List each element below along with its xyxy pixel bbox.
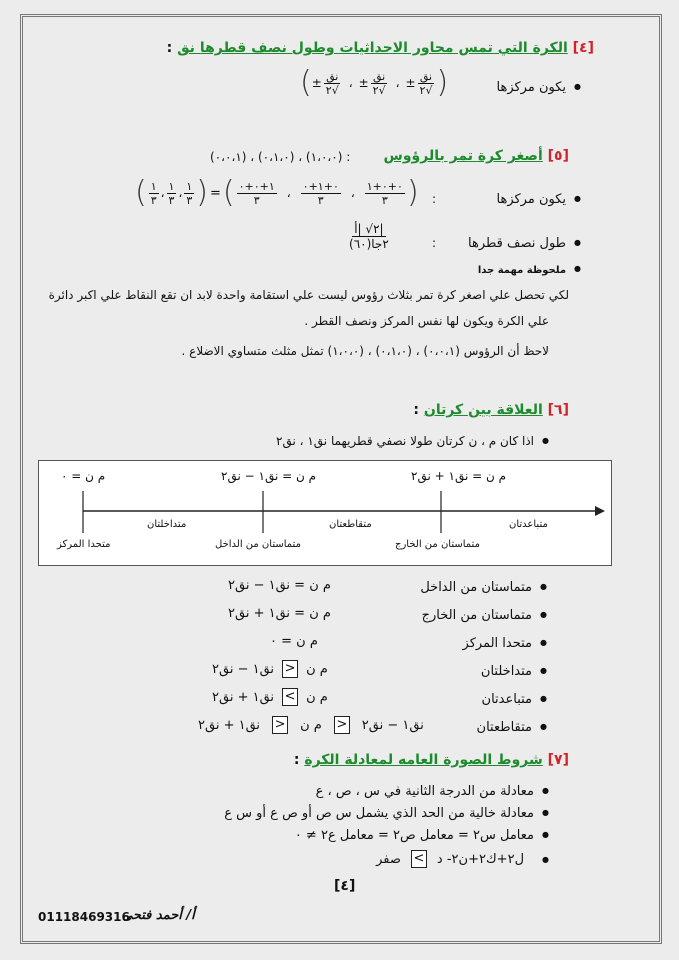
pm-sign: ± <box>358 76 369 90</box>
pm-sign: ± <box>405 76 416 90</box>
separator: ، <box>395 76 400 90</box>
separator: ، <box>348 76 353 90</box>
section-7-condition-3: ● معامل س٢ = معامل ص٢ = معامل ع٢ ≠ ٠ <box>295 828 549 843</box>
section-7-condition-1: ● معادلة من الدرجة الثانية في س ، ص ، ع <box>316 784 549 799</box>
colon: : <box>432 236 437 250</box>
section-5-note-line-1: لكي تحصل علي اصغر كرة تمر بثلاث رؤوس ليست علي استقامة واحدة لابد ان تقع النقاط علي اكبر دائرة <box>48 288 569 302</box>
section-5-title: أصغر كرة تمر بالرؤوس <box>383 148 543 164</box>
section-7-title: شروط الصورة العامه لمعادلة الكرة <box>304 752 543 768</box>
less-than-box: < <box>282 660 298 678</box>
section-4-center-label: ● يكون مركزها <box>497 80 582 95</box>
fraction: $\frac{١}{٣}$ <box>168 179 175 207</box>
fraction: $\frac{\text{نق}}{٢√}$ <box>419 69 433 97</box>
relation-expr: م ن = ٠ <box>270 634 318 649</box>
section-5-heading <box>384 148 569 164</box>
page-number: [٤] <box>334 878 356 894</box>
section-5-radius-fraction: $\frac{\text{٢√ |أ|}}{\text{٢جا(٦٠)}}$ <box>349 222 389 251</box>
section-6-title: العلاقة بين كرتان <box>423 402 543 418</box>
fraction: $\frac{٠+٠+١}{٣}$ <box>366 179 403 207</box>
section-5-note-line-2: علي الكرة ويكون لها نفس المركز ونصف القطر . <box>304 314 549 328</box>
relation-name: ● متماستان من الداخل <box>420 580 547 595</box>
diagram-eq-concentric: م ن = ٠ <box>61 469 106 483</box>
diagram-label-internal: متماستان من الداخل <box>215 539 301 550</box>
fraction: $\frac{١}{٣}$ <box>150 179 157 207</box>
diagram-region-inside: متداخلتان <box>147 519 187 530</box>
diagram-label-concentric: متحدا المركز <box>57 539 111 550</box>
section-5-note-label: ● ملحوظة مهمة جدا <box>478 264 581 276</box>
fraction: $\frac{١+٠+٠}{٣}$ <box>238 179 275 207</box>
fraction: $\frac{\text{نق}}{٢√}$ <box>325 69 339 97</box>
section-7-condition-4: ● ل٢+ك٢+ن٢- د > صفر <box>376 850 549 868</box>
relation-name: ● متماستان من الخارج <box>422 608 547 623</box>
colon: : <box>432 192 437 206</box>
relation-expr: نق١ − نق٢ < م ن < نق١ + نق٢ <box>198 717 424 733</box>
section-5-radius-label: ● طول نصف قطرها <box>468 236 581 251</box>
section-4-heading <box>167 40 594 56</box>
diagram-label-external: متماستان من الخارج <box>395 539 480 550</box>
relation-expr: م ن < نق١ − نق٢ <box>212 661 328 677</box>
section-4-colon: : <box>166 40 173 56</box>
section-5-center-expression: ( $\frac{١}{٣}$ ، $\frac{١}{٣}$ ، $\frac{١}{٣}$ ) = ( $\frac{١+٠+٠}{٣}$ ، $\frac{٠+١+٠}{٣}$ ، $\frac{٠+٠+١}{٣}$ ) <box>135 175 419 210</box>
section-6-heading <box>413 402 569 418</box>
section-5-center-label: ● يكون مركزها <box>497 192 582 207</box>
open-paren: ( <box>300 65 312 100</box>
open-paren: ( <box>222 175 235 210</box>
section-4-number: [٤] <box>572 40 594 56</box>
fraction: $\frac{\text{نق}}{٢√}$ <box>372 69 386 97</box>
diagram-region-intersect: متقاطعتان <box>329 519 372 530</box>
axis-arrow-icon <box>595 506 605 516</box>
author-name: أ/ أحمد فتحى <box>122 908 195 923</box>
diagram-eq-external: م ن = نق١ + نق٢ <box>411 469 507 483</box>
section-7-number: [٧] <box>547 752 569 768</box>
open-paren: ( <box>135 175 147 210</box>
section-4-center-expression <box>300 65 449 100</box>
greater-than-box: > <box>282 688 298 706</box>
author-phone: 01118469316 <box>38 910 130 924</box>
relation-name: ● متداخلتان <box>481 664 547 679</box>
less-than-box: < <box>272 716 288 734</box>
section-5-note-line-3: لاحظ أن الرؤوس (٠،٠،١) ، (٠،١،٠) ، (١،٠،٠) تمثل مثلث متساوي الاضلاع . <box>181 344 549 358</box>
pm-sign: ± <box>311 76 322 90</box>
greater-than-box: > <box>411 850 427 868</box>
fraction: $\frac{١}{٣}$ <box>186 179 193 207</box>
relation-name: ● متقاطعتان <box>477 720 547 735</box>
less-than-box: < <box>334 716 350 734</box>
diagram-eq-internal: م ن = نق١ − نق٢ <box>221 469 317 483</box>
relation-name: ● متحدا المركز <box>463 636 547 651</box>
circle-relations-diagram <box>38 460 612 566</box>
relation-expr: م ن > نق١ + نق٢ <box>212 689 328 705</box>
section-6-colon: : <box>413 402 419 418</box>
section-7-heading <box>294 752 569 768</box>
section-4-title: الكرة التي تمس محاور الاحداثيات وطول نصف قطرها نق <box>177 40 568 56</box>
number-line <box>39 461 611 565</box>
section-5-points: (٠،٠،١) ، (٠،١،٠) ، (١،٠،٠) : <box>210 150 351 164</box>
relation-name: ● متباعدتان <box>482 692 547 707</box>
diagram-region-apart: متباعدتان <box>509 519 548 530</box>
section-7-condition-2: ● معادلة خالية من الحد الذي يشمل س ص أو ص ع أو س ع <box>224 806 549 821</box>
fraction: $\frac{٠+١+٠}{٣}$ <box>302 179 339 207</box>
close-paren: ) <box>196 175 208 210</box>
close-paren: ) <box>406 175 419 210</box>
relation-expr: م ن = نق١ − نق٢ <box>228 578 331 593</box>
section-5-number: [٥] <box>547 148 569 164</box>
section-6-number: [٦] <box>547 402 569 418</box>
section-6-intro: ● اذا كان م ، ن كرتان طولا نصفي قطريهما نق١ ، نق٢ <box>276 434 549 448</box>
relation-expr: م ن = نق١ + نق٢ <box>228 606 331 621</box>
section-7-colon: : <box>293 752 300 768</box>
close-paren: ) <box>436 65 449 100</box>
